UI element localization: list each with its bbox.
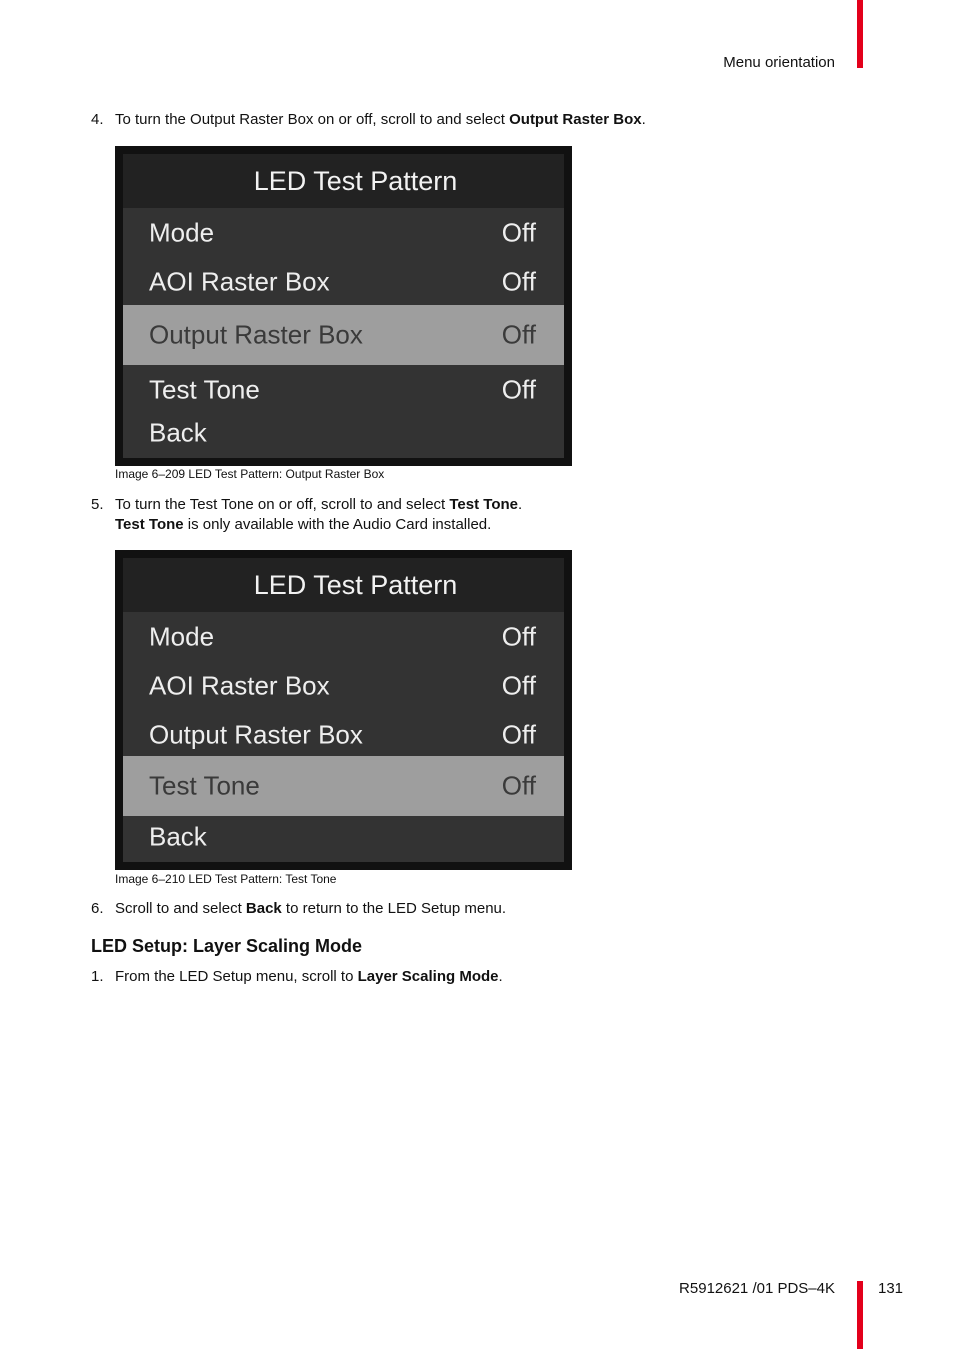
step-6	[91, 899, 791, 919]
menu-item-back: Back	[149, 417, 207, 448]
menu-item-aoi-raster-box: AOI Raster Box Off	[149, 670, 536, 701]
header-accent-bar	[857, 0, 863, 68]
page-number: 131	[878, 1280, 904, 1297]
step-text: Scroll to and select Back to return to the LED Setup menu.	[115, 900, 507, 917]
led-test-pattern-screenshot-2	[115, 550, 572, 870]
footer-accent-bar	[857, 1281, 863, 1349]
menu-list	[123, 612, 564, 862]
figure-caption-1: Image 6–209 LED Test Pattern: Output Raster Box	[115, 467, 385, 481]
step-number: 5.	[91, 496, 104, 513]
menu-item-aoi-raster-box: AOI Raster Box Off	[149, 266, 536, 297]
step-number: 1.	[91, 968, 104, 985]
step-number: 6.	[91, 900, 104, 917]
section-heading: LED Setup: Layer Scaling Mode	[91, 936, 363, 956]
step-text: From the LED Setup menu, scroll to Layer Scaling Mode.	[115, 968, 503, 985]
running-header: Menu orientation	[723, 54, 835, 71]
figure-caption-2: Image 6–210 LED Test Pattern: Test Tone	[115, 872, 337, 886]
menu-list	[123, 208, 564, 458]
step-5	[91, 495, 791, 535]
step-text: To turn the Output Raster Box on or off, scroll to and select Output Raster Box.	[115, 111, 646, 128]
step-1	[91, 967, 791, 987]
menu-item-test-tone-selected: Test Tone Off	[123, 756, 564, 816]
document-id: R5912621 /01 PDS–4K	[679, 1280, 835, 1297]
menu-item-output-raster-box-selected: Output Raster Box Off	[123, 305, 564, 365]
menu-item-test-tone: Test Tone Off	[149, 374, 536, 405]
menu-title: LED Test Pattern	[123, 154, 564, 208]
led-test-pattern-screenshot-1	[115, 146, 572, 466]
menu-item-mode: Mode Off	[149, 621, 536, 652]
menu-title: LED Test Pattern	[123, 558, 564, 612]
menu-item-back: Back	[149, 821, 207, 852]
menu-item-mode: Mode Off	[149, 217, 536, 248]
step-text: To turn the Test Tone on or off, scroll to and select Test Tone. Test Tone is only available with the Audio Card installed.	[115, 496, 523, 533]
step-number: 4.	[91, 111, 104, 128]
step-4	[91, 110, 791, 130]
menu-item-output-raster-box: Output Raster Box Off	[149, 719, 536, 750]
